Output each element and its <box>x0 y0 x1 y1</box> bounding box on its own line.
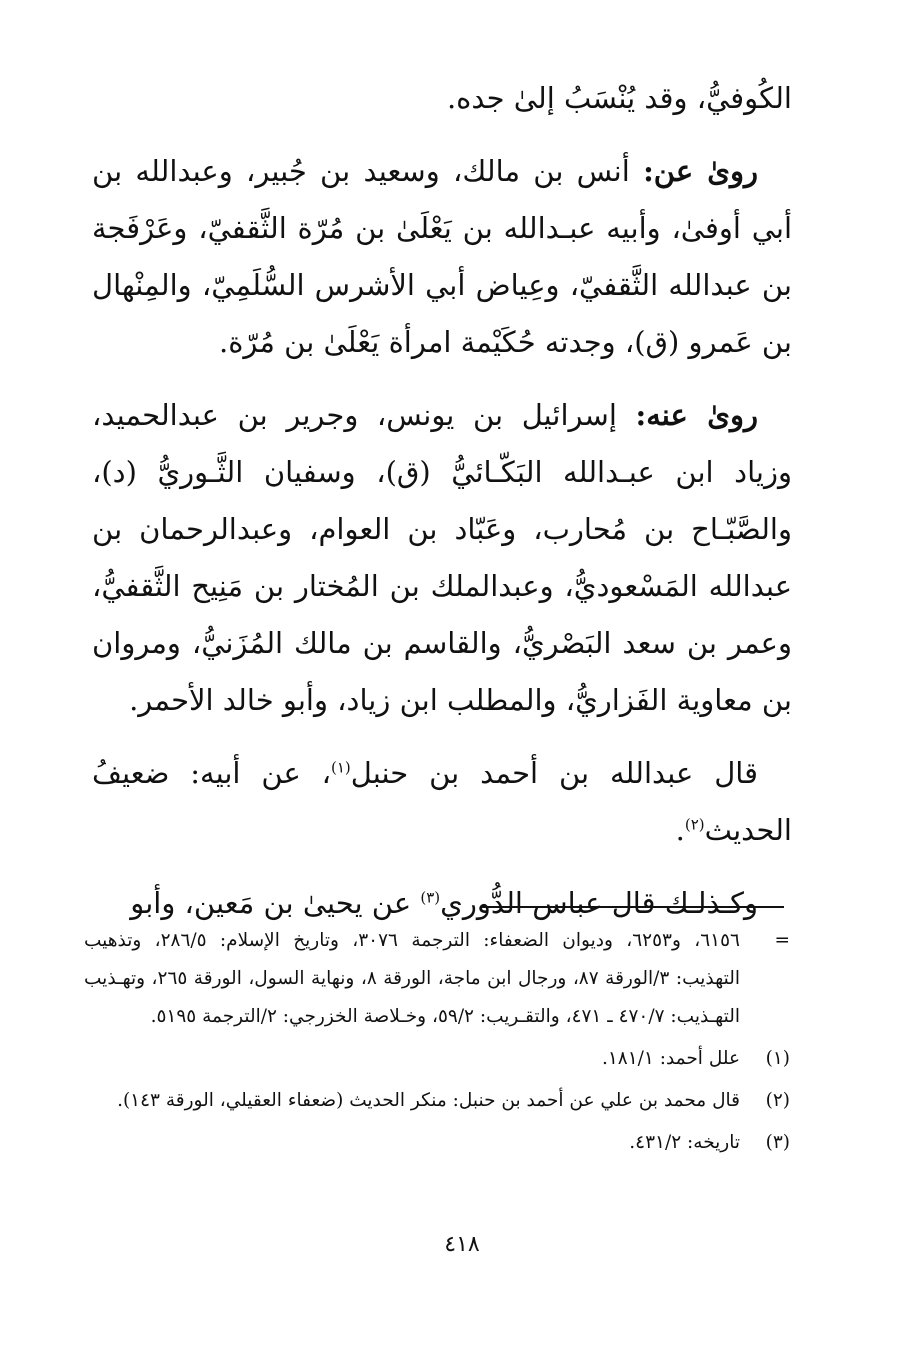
page-number: ٤١٨ <box>444 1232 480 1257</box>
main-text <box>92 70 792 948</box>
ahmad-opinion-text-a: قال عبدالله بن أحمد بن حنبل <box>350 756 758 790</box>
paragraph-narrated-by <box>92 387 792 729</box>
paragraph-ahmad-opinion <box>92 745 792 859</box>
footnote-text: علل أحمد: ١٨١/١. <box>601 1048 740 1069</box>
paragraph-1 <box>92 70 792 127</box>
narrated-by-heading: روىٰ عنه: <box>635 398 758 432</box>
duri-opinion-text-a: وكـذلـك قال عباس الدُّوري <box>440 886 758 920</box>
footnotes <box>84 922 790 1166</box>
footnote-number: (١) <box>765 1048 790 1069</box>
paragraph-1-text: الكُوفيُّ، وقد يُنْسَبُ إلىٰ جده. <box>446 81 792 115</box>
footnote-text: قال محمد بن علي عن أحمد بن حنبل: منكر الحديث (ضعفاء العقيلي، الورقة ١٤٣). <box>117 1090 740 1111</box>
footnote-number: (٣) <box>765 1132 790 1153</box>
narrated-from-heading: روىٰ عن: <box>643 154 758 188</box>
duri-opinion-text-b: عن يحيىٰ بن مَعين، وأبو <box>130 886 421 920</box>
footnote-text: تاريخه: ٤٣١/٢. <box>629 1132 740 1153</box>
footnote-item <box>84 1082 790 1120</box>
paragraph-narrated-from <box>92 143 792 371</box>
narrated-from-text: أنس بن مالك، وسعيد بن جُبير، وعبدالله بن أبي أوفىٰ، وأبيه عبـدالله بن يَعْلَىٰ بن مُرّة الثَّقفيّ، وعَرْفَجة بن عبدالله الثَّقفيّ، وعِياض أبي الأشرس السُّلَمِيّ، والمِنْهال بن عَمرو (ق)، وجدته حُكَيْمة امرأة يَعْلَىٰ بن مُرّة. <box>92 154 792 359</box>
footnote-continuation-text: ٦١٥٦، و٦٢٥٣، وديوان الضعفاء: الترجمة ٣٠٧٦، وتاريخ الإسلام: ٢٨٦/٥، وتذهيب التهذيب: ٣/الورقة ٨٧، ورجال ابن ماجة، الورقة ٨، ونهاية السول، الورقة ٢٦٥، وتهـذيب التهـذيب: ٤٧٠/٧ ـ ٤٧١، والتقـريب: ٥٩/٢، وخـلاصة الخزرجي: ٢/الترجمة ٥١٩٥. <box>84 930 740 1027</box>
ahmad-opinion-text-c: . <box>675 813 685 847</box>
footnote-continuation <box>84 922 790 1036</box>
footnote-ref-3: (٣) <box>420 888 441 907</box>
footnote-number: (٢) <box>765 1090 790 1111</box>
ahmad-opinion-text-b: ، عن أبيه: ضعيفُ الحديث <box>92 756 792 847</box>
narrated-by-text: إسرائيل بن يونس، وجرير بن عبدالحميد، وزياد ابن عبـدالله البَكّـائيُّ (ق)، وسفيان الثَّـوريُّ (د)، والصَّبّـاح بن مُحارب، وعَبّاد بن العوام، وعبدالرحمان بن عبدالله المَسْعوديُّ، وعبدالملك بن المُختار بن مَنِيح الثَّقفيُّ، وعمر بن سعد البَصْريُّ، والقاسم بن مالك المُزَنيُّ، ومروان بن معاوية الفَزاريُّ، والمطلب ابن زياد، وأبو خالد الأحمر. <box>92 398 792 717</box>
footnote-ref-2: (٢) <box>684 815 705 834</box>
footnote-item <box>84 1124 790 1162</box>
footnote-item <box>84 1040 790 1078</box>
footnote-ref-1: (١) <box>331 758 351 777</box>
footnote-continuation-marker: = <box>774 930 790 951</box>
footnote-divider <box>480 906 784 908</box>
